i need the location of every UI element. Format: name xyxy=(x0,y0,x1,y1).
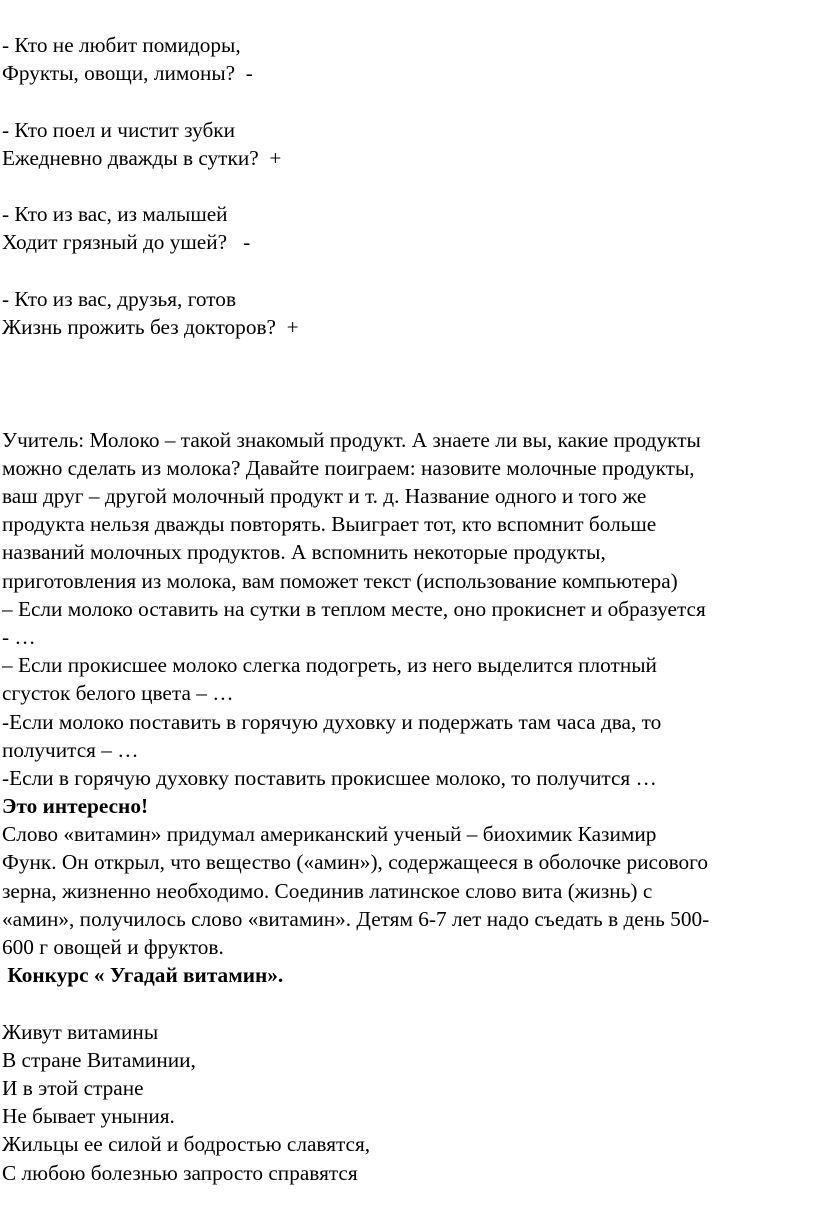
blank-line xyxy=(0,172,816,200)
paragraph-line: 600 г овощей и фруктов. xyxy=(2,935,224,959)
teacher-paragraph xyxy=(0,426,816,792)
paragraph-line: сгусток белого цвета – … xyxy=(2,681,234,706)
paragraph-line: - … xyxy=(2,624,36,649)
paragraph-line: получится – … xyxy=(2,737,139,762)
verse-line: В стране Витаминии, xyxy=(2,1047,196,1072)
paragraph-line: – Если молоко оставить на сутки в теплом месте, оно прокиснет и образуется xyxy=(2,596,706,621)
blank-line xyxy=(0,341,816,369)
interesting-paragraph xyxy=(0,820,816,961)
paragraph-line: названий молочных продуктов. А вспомнить некоторые продукты, xyxy=(2,540,606,565)
blank-line xyxy=(0,257,816,285)
paragraph-line: можно сделать из молока? Давайте поиграем: назовите молочные продукты, xyxy=(2,455,695,480)
blank-line xyxy=(0,989,816,1017)
verse-line: Живут витамины xyxy=(2,1019,159,1044)
paragraph-line: «амин», получилось слово «витамин». Детям 6-7 лет надо съедать в день 500- xyxy=(2,906,710,931)
paragraph-line: Слово «витамин» придумал американский ученый – биохимик Казимир xyxy=(2,822,657,847)
paragraph-line: приготовления из молока, вам поможет текст (использование компьютера) xyxy=(2,568,678,593)
verse-line: И в этой стране xyxy=(2,1075,144,1100)
blank-line xyxy=(0,369,816,397)
verse-line: Не бывает уныния. xyxy=(2,1104,175,1129)
verse-quiz xyxy=(0,31,816,341)
paragraph-line: – Если прокисшее молоко слегка подогреть, из него выделится плотный xyxy=(2,653,657,678)
verse-line: С любою болезнью запросто справятся xyxy=(2,1160,358,1185)
verse-line: - Кто из вас, из малышей xyxy=(2,202,228,227)
contest-heading: Конкурс « Угадай витамин». xyxy=(2,963,284,988)
verse-line: - Кто не любит помидоры, xyxy=(2,33,241,57)
paragraph-line: -Если молоко поставить в горячую духовку и подержать там часа два, то xyxy=(2,709,662,734)
verse-line: Жизнь прожить без докторов? + xyxy=(2,314,299,339)
verse-line: Жильцы ее силой и бодростью славятся, xyxy=(2,1132,371,1157)
verse-vitamins xyxy=(0,1018,816,1187)
verse-line: - Кто из вас, друзья, готов xyxy=(2,286,236,311)
interesting-heading: Это интересно! xyxy=(2,794,149,819)
verse-line: Фрукты, овощи, лимоны? - xyxy=(2,61,253,86)
verse-line: - Кто поел и чистит зубки xyxy=(2,117,236,142)
paragraph-line: зерна, жизненно необходимо. Соединив латинское слово вита (жизнь) с xyxy=(2,878,653,903)
paragraph-line: продукта нельзя дважды повторять. Выиграет тот, кто вспомнит больше xyxy=(2,512,657,537)
verse-line: Ежедневно дважды в сутки? + xyxy=(2,145,282,170)
blank-line xyxy=(0,87,816,115)
paragraph-line: ваш друг – другой молочный продукт и т. д. Название одного и того же xyxy=(2,484,647,508)
paragraph-line: Функ. Он открыл, что вещество («амин»), содержащееся в оболочке рисового xyxy=(2,850,709,875)
document-page xyxy=(0,31,816,1187)
verse-line: Ходит грязный до ушей? - xyxy=(2,230,251,255)
blank-line xyxy=(0,397,816,425)
paragraph-line: Учитель: Молоко – такой знакомый продукт. А знаете ли вы, какие продукты xyxy=(2,427,701,452)
paragraph-line: -Если в горячую духовку поставить прокисшее молоко, то получится … xyxy=(2,765,657,790)
